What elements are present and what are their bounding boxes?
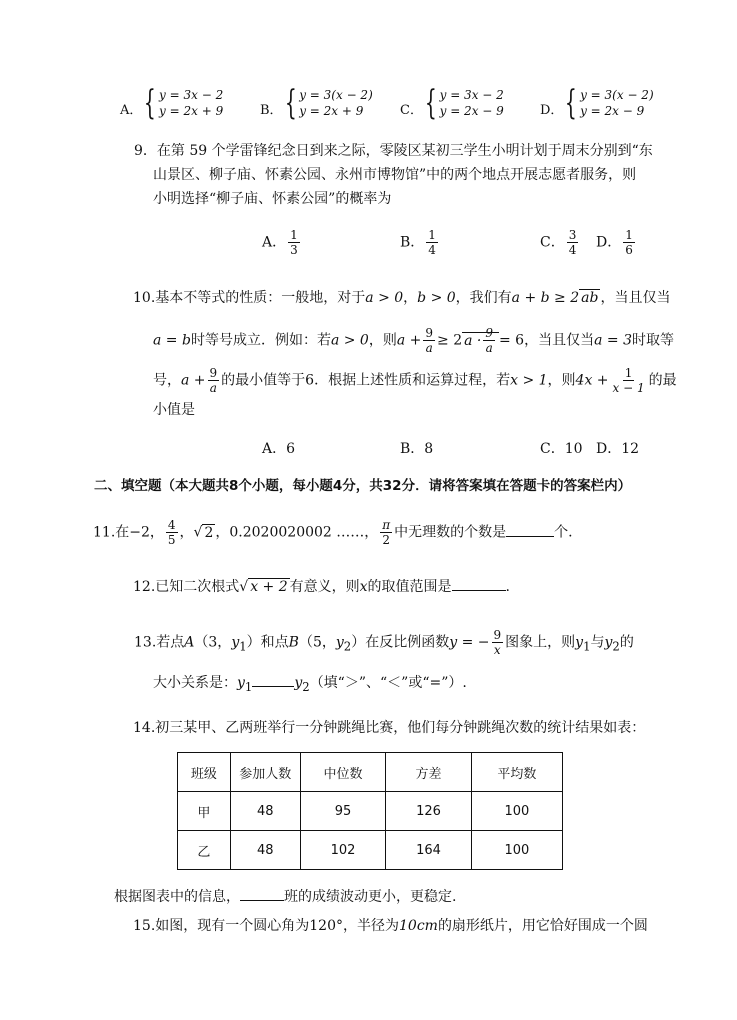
q10-option-d: D．12 xyxy=(596,441,640,457)
q8-option-c: C． { y = 3x − 2 y = 2x − 9 xyxy=(400,83,504,123)
q11-answer-blank[interactable] xyxy=(506,522,554,537)
table-header-cell: 平均数 xyxy=(471,753,562,792)
q14-after-line: 根据图表中的信息， 班的成绩波动更小，更稳定. xyxy=(114,886,456,907)
table-cell: 164 xyxy=(386,831,472,870)
section-2-heading: 二、填空题（本大题共8个小题，每小题4分，共32分．请将答案填在答题卡的答案栏内） xyxy=(94,478,632,494)
q9-option-d: D． $\frac{1}{6}$ xyxy=(596,228,633,257)
table-header-cell: 班级 xyxy=(178,753,231,792)
q13-answer-blank[interactable] xyxy=(252,672,294,687)
table-cell: 126 xyxy=(386,792,472,831)
q8-option-a: A． { y = 3x − 2 y = 2x + 9 xyxy=(120,83,224,123)
q9-line-1: 9．在第 59 个学雷锋纪念日到来之际，零陵区某初三学生小明计划于周末分别到“东 xyxy=(134,143,653,159)
q9-line-3: 小明选择“柳子庙、怀素公园”的概率为 xyxy=(153,191,392,207)
q10-option-b: B．8 xyxy=(400,441,434,457)
table-cell: 100 xyxy=(471,831,562,870)
table-cell: 48 xyxy=(230,831,300,870)
q9-option-b: B． $\frac{1}{4}$ xyxy=(400,228,436,257)
table-cell: 100 xyxy=(471,792,562,831)
q10-option-c: C．10 xyxy=(540,441,583,457)
q14-line: 14.初三某甲、乙两班举行一分钟跳绳比赛，他们每分钟跳绳次数的统计结果如表： xyxy=(133,720,646,736)
q14-answer-blank[interactable] xyxy=(240,886,284,901)
q8-option-b: B． { y = 3(x − 2) y = 2x + 9 xyxy=(260,83,373,123)
table-header-cell: 参加人数 xyxy=(230,753,300,792)
q15-line: 15.如图，现有一个圆心角为120°，半径为10cm的扇形纸片，用它恰好围成一个圆 xyxy=(133,918,648,934)
q13-line-2: 大小关系是：$y_1$ $y_2$（填“＞”、“＜”或“=”）. xyxy=(153,672,467,697)
q9-line-2: 山景区、柳子庙、怀素公园、永州市博物馆”中的两个地点开展志愿者服务，则 xyxy=(153,167,637,183)
table-cell: 乙 xyxy=(178,831,231,870)
table-header-cell: 中位数 xyxy=(300,753,386,792)
q8-option-d: D． { y = 3(x − 2) y = 2x − 9 xyxy=(540,83,654,123)
q10-line-2: a = b时等号成立．例如：若a > 0，则a + $\frac{9}{a}$ ≥ 2 a · $\frac{9}{a}$ = 6，当且仅当a = 3时取等 xyxy=(153,326,674,355)
table-header-row xyxy=(178,753,563,792)
q14-table xyxy=(177,752,563,870)
table-row xyxy=(178,792,563,831)
q10-option-a: A．6 xyxy=(262,441,296,457)
table-cell: 甲 xyxy=(178,792,231,831)
q10-line-4: 小值是 xyxy=(153,402,195,418)
table-row xyxy=(178,831,563,870)
q12-answer-blank[interactable] xyxy=(452,576,506,591)
q10-line-3: 号，a + $\frac{9}{a}$ 的最小值等于6．根据上述性质和运算过程，若x > 1，则4x + $\frac{1}{x - 1}$ 的最 xyxy=(153,366,677,395)
q13-line-1: 13.若点A（3，$y_1$）和点B（5，$y_2$）在反比例函数y = − $\frac{9}{x}$ 图象上，则$y_1$与$y_2$的 xyxy=(134,628,634,657)
table-cell: 102 xyxy=(300,831,386,870)
q9-option-a: A． $\frac{1}{3}$ xyxy=(262,228,298,257)
q9-option-c: C． $\frac{3}{4}$ xyxy=(540,228,577,257)
table-cell: 95 xyxy=(300,792,386,831)
table-header-cell: 方差 xyxy=(386,753,472,792)
q12-line: 12.已知二次根式√ x + 2 有意义，则x的取值范围是 . xyxy=(133,576,510,597)
table-cell: 48 xyxy=(230,792,300,831)
q10-line-1: 10.基本不等式的性质：一般地，对于a > 0，b > 0，我们有a + b ≥ 2 ab ，当且仅当 xyxy=(133,290,671,306)
q11-line: 11.在−2， $\frac{4}{5}$ ，√ 2 ，0.2020020002 ……， $\frac{\pi}{2}$ 中无理数的个数是 个. xyxy=(93,518,573,547)
